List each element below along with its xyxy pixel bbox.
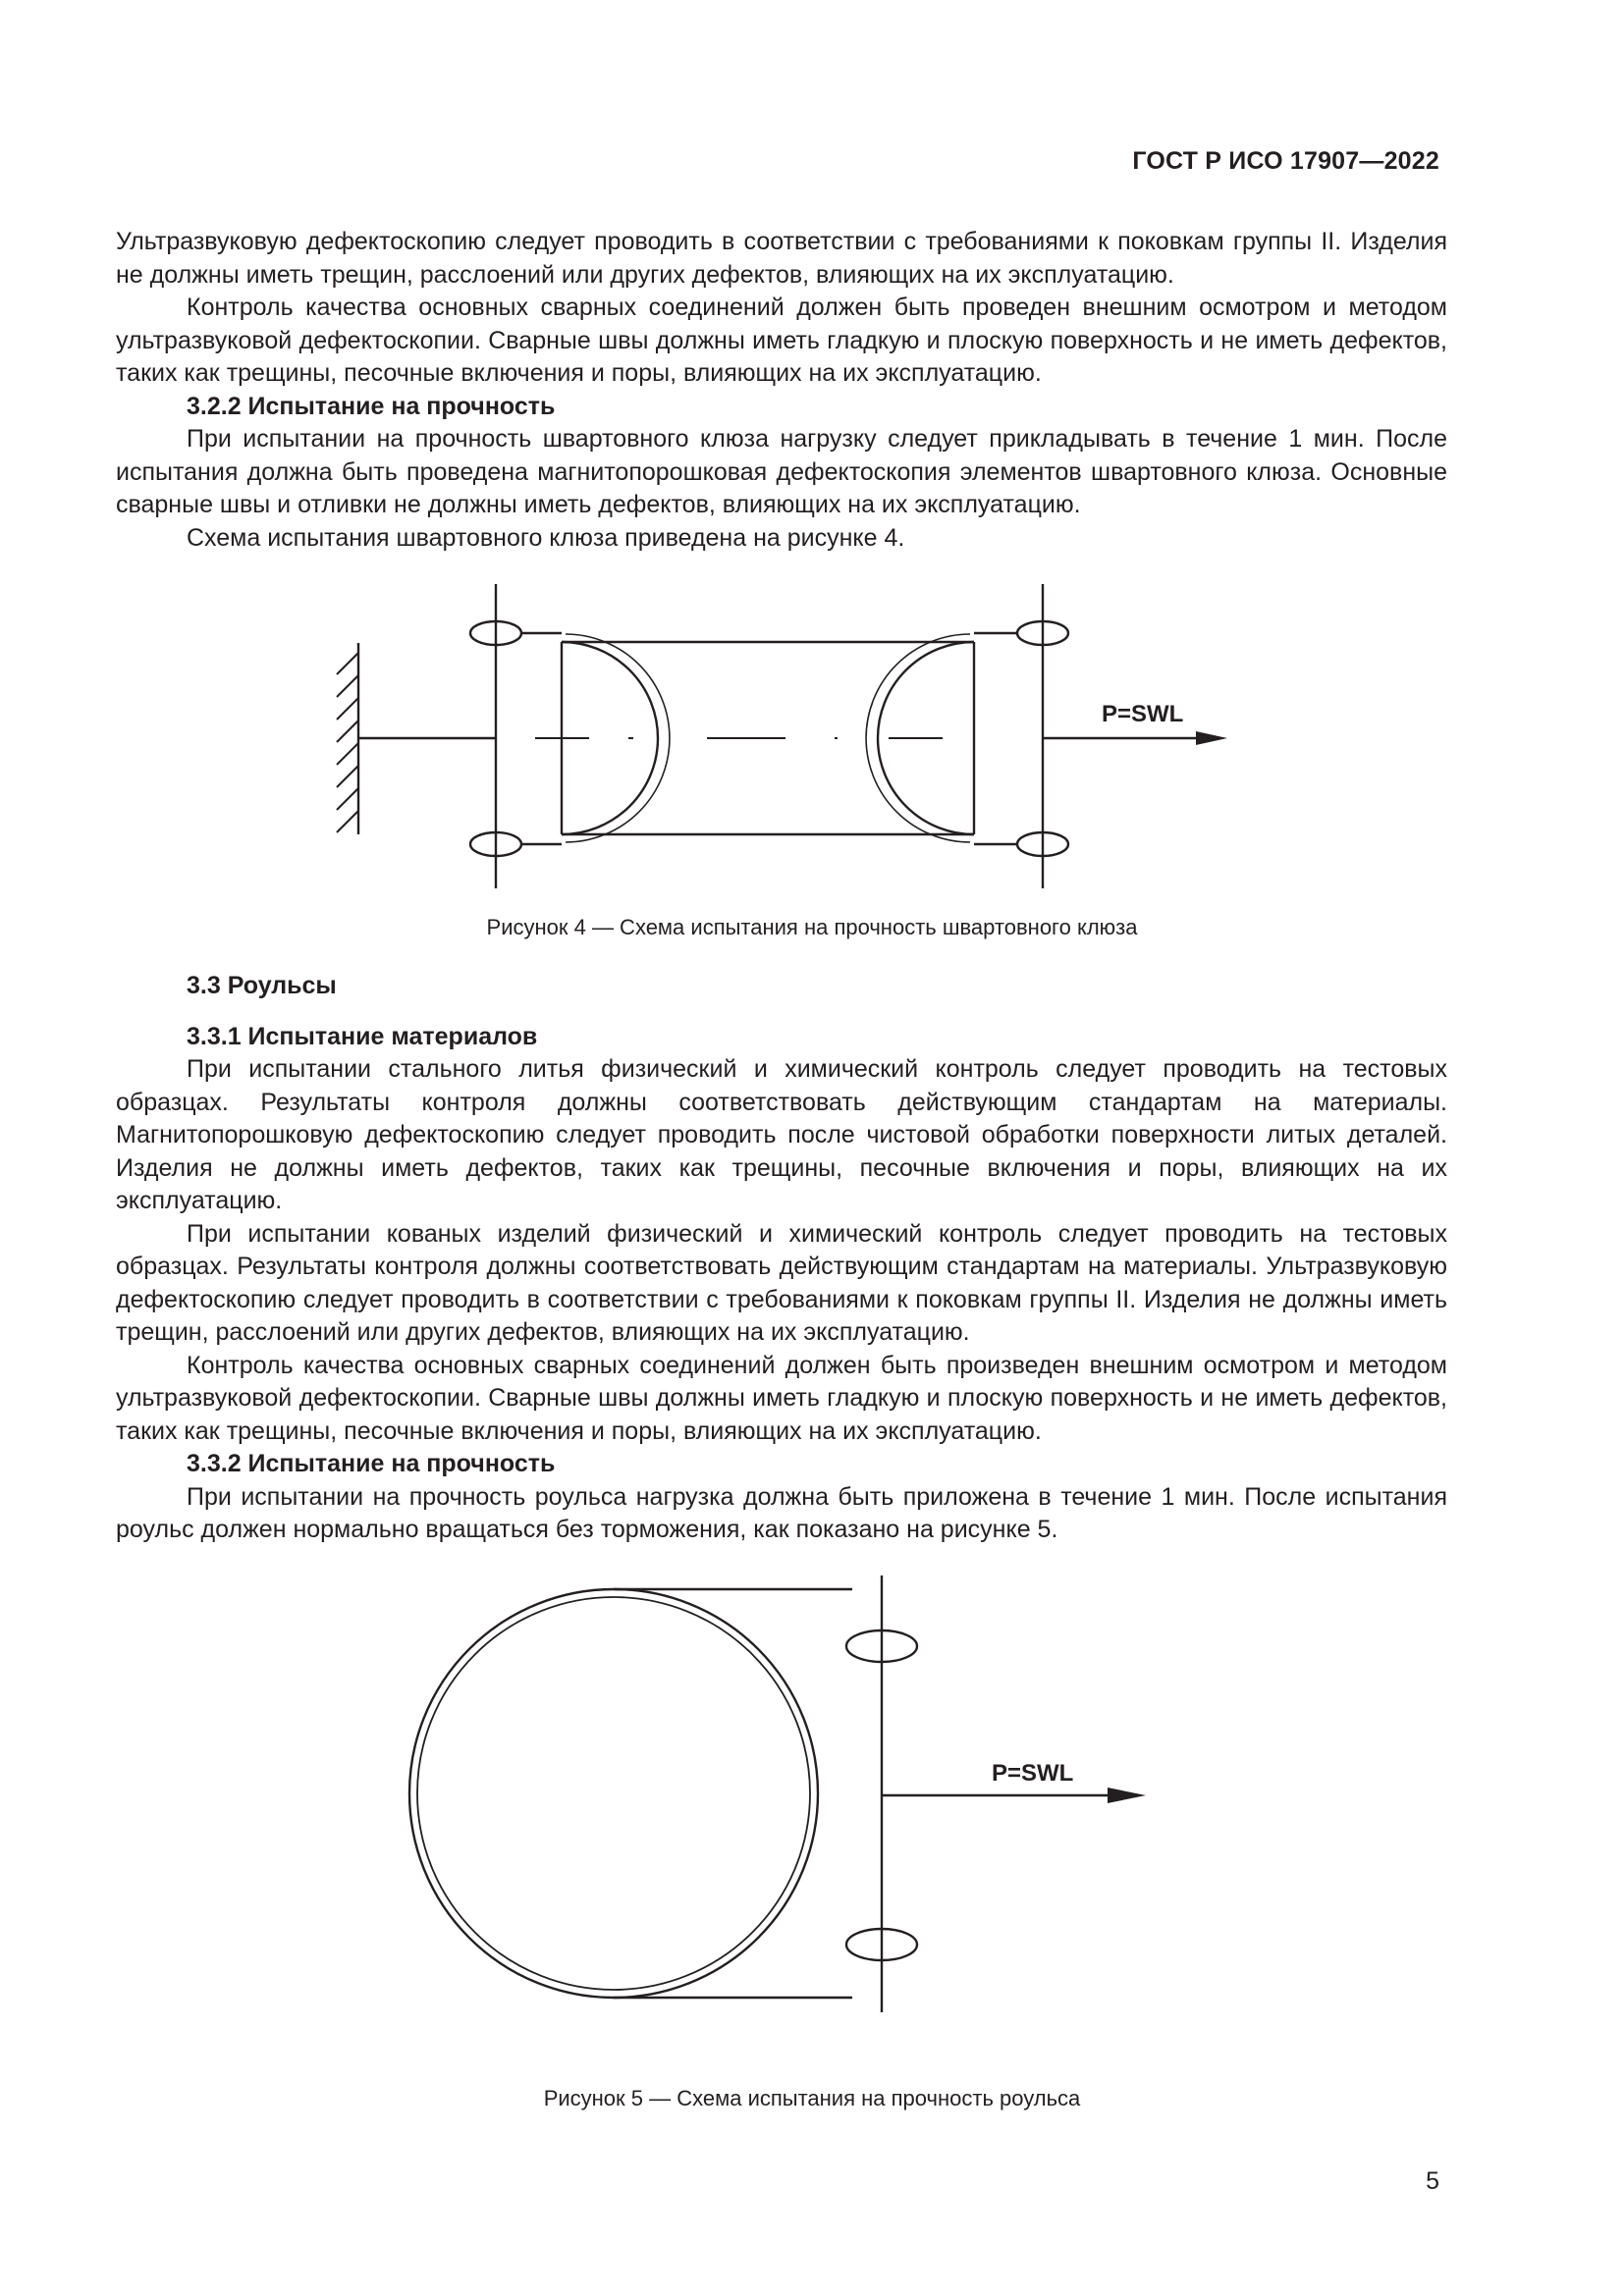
page-number: 5 (1426, 2167, 1439, 2195)
heading-3-3-1: 3.3.1 Испытание материалов (187, 1022, 538, 1050)
load-arrow-head (1108, 1788, 1146, 1803)
paragraph: Схема испытания швартовного клюза приведена на рисунке 4. (187, 523, 905, 552)
document-header: ГОСТ Р ИСО 17907—2022 (1132, 147, 1439, 175)
paragraph: При испытании на прочность роульса нагрузка должна быть приложена в течение 1 мин. После испытания роульс должен нормально вращаться без торможения, как показано на рисунке 5. (116, 1482, 1447, 1543)
paragraph: При испытании стального литья физический и химический контроль следует проводить на тестовых образцах. Результаты контроля должны соответствовать действующим стандартам на материалы. Магнитопорошковую дефектоскопию следует проводить после чистовой обработки поверхности литых деталей. Изделия не должны иметь дефектов, таких как трещины, песочные включения и поры, влияющих на их эксплуатацию. (116, 1055, 1447, 1214)
section-3-3 (116, 970, 1447, 1547)
load-arrow-head (1196, 731, 1227, 745)
figure-4-caption: Рисунок 4 — Схема испытания на прочность швартовного клюза (486, 915, 1138, 939)
paragraph: Контроль качества основных сварных соединений должен быть проведен внешним осмотром и методом ультразвуковой дефектоскопии. Сварные швы должны иметь гладкую и плоскую поверхность и не иметь дефектов, таких как трещины, песочные включения и поры, влияющих на их эксплуатацию. (116, 294, 1447, 387)
pulley-bottom-right (1017, 832, 1068, 856)
paragraph: Контроль качества основных сварных соединений должен быть произведен внешним осмотром и методом ультразвуковой дефектоскопии. Сварные швы должны иметь гладкую и плоскую поверхность и не иметь дефектов, таких как трещины, песочные включения и поры, влияющих на их эксплуатацию. (116, 1351, 1447, 1445)
roller-inner (417, 1597, 810, 1990)
pulley-bottom-left (470, 832, 521, 856)
pulley-bottom (846, 1929, 917, 1960)
roller-outer (409, 1589, 818, 1998)
left-roller (562, 642, 658, 834)
wall-hatching (337, 653, 358, 832)
load-label: P=SWL (992, 1760, 1074, 1787)
heading-3-2-2: 3.2.2 Испытание на прочность (187, 392, 556, 420)
pulley-top-left (470, 621, 521, 645)
paragraph: При испытании кованых изделий физический и химический контроль следует проводить на тестовых образцах. Результаты контроля должны соответствовать действующим стандартам на материалы. Ультразвуковую дефектоскопию следует проводить в соответствии с требованиями к поковкам группы II. Изделия не должны иметь трещин, расслоений или других дефектов, влияющих на их эксплуатацию. (116, 1219, 1447, 1346)
section-top (116, 226, 1447, 555)
pulley-top-right (1017, 621, 1068, 645)
heading-3-3-2: 3.3.2 Испытание на прочность (187, 1450, 556, 1477)
pulley-top (846, 1630, 917, 1662)
right-roller (878, 642, 974, 834)
paragraph: При испытании на прочность швартовного клюза нагрузку следует прикладывать в течение 1 мин. После испытания должна быть проведена магнитопорошковая дефектоскопия элементов швартовного клюза. Основные сварные швы и отливки не должны иметь дефектов, влияющих на их эксплуатацию. (116, 425, 1447, 518)
paragraph: Ультразвуковую дефектоскопию следует проводить в соответствии с требованиями к поковкам группы II. Изделия не должны иметь трещин, расслоений или других дефектов, влияющих на их эксплуатацию. (116, 228, 1447, 289)
load-label: P=SWL (1102, 701, 1184, 727)
figure-5-caption: Рисунок 5 — Схема испытания на прочность роульса (543, 2086, 1081, 2110)
heading-3-3: 3.3 Роульсы (187, 972, 337, 999)
